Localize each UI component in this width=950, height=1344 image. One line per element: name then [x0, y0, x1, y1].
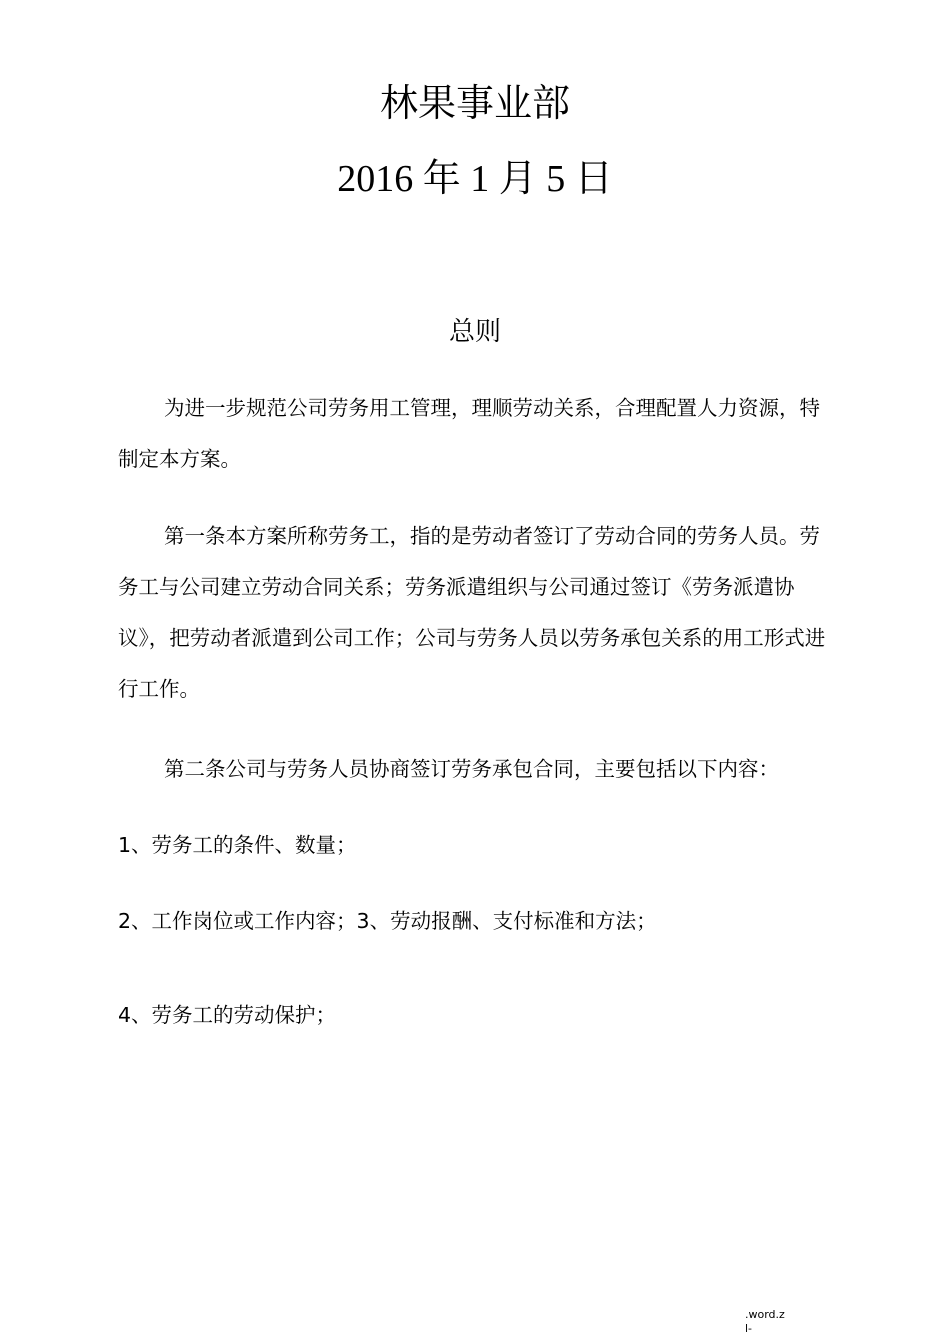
list-item: 4、劳务工的劳动保护；: [118, 1003, 337, 1027]
footer-watermark: .word.z: [745, 1308, 785, 1321]
footer-watermark: l-: [745, 1322, 753, 1335]
article-one-paragraph: 第一条本方案所称劳务工，指的是劳动者签订了劳动合同的劳务人员。劳务工与公司建立劳动合同关系；劳务派遣组织与公司通过签订《劳务派遣协议》，把劳动者派遣到公司工作；公司与劳务人员以劳务承包关系的用工形式进行工作。: [118, 524, 826, 701]
intro-paragraph: 为进一步规范公司劳务用工管理，理顺劳动关系，合理配置人力资源，特制定本方案。: [118, 396, 820, 471]
list-item: 1、劳务工的条件、数量；: [118, 833, 357, 857]
article-two-paragraph: 第二条公司与劳务人员协商签订劳务承包合同，主要包括以下内容：: [164, 757, 779, 781]
organization-title: 林果事业部: [379, 81, 570, 125]
document-date: 2016 年 1 月 5 日: [337, 158, 613, 200]
list-item: 2、工作岗位或工作内容；3、劳动报酬、支付标准和方法；: [118, 909, 657, 933]
section-heading: 总则: [448, 317, 501, 347]
